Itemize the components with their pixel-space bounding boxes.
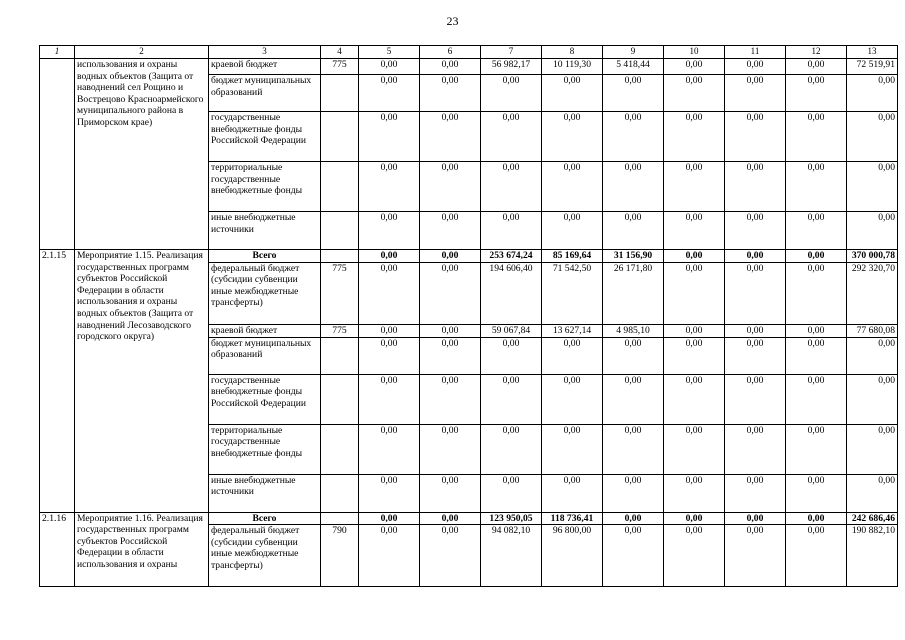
column-header-row: [40, 46, 898, 59]
value-cell-col-13: 0,00: [847, 474, 898, 512]
budget-code: 775: [321, 59, 359, 75]
value-cell-col-5: 0,00: [359, 59, 420, 75]
value-cell-col-6: 0,00: [420, 337, 481, 374]
value-cell-col-8: 0,00: [542, 112, 603, 162]
budget-code: [321, 424, 359, 474]
value-cell-col-10: 0,00: [664, 250, 725, 263]
value-cell-col-7: 0,00: [481, 337, 542, 374]
value-cell-col-9: 0,00: [603, 75, 664, 112]
value-cell-col-9: 4 985,10: [603, 324, 664, 337]
value-cell-col-7: 0,00: [481, 474, 542, 512]
value-cell-col-8: 0,00: [542, 337, 603, 374]
budget-code: [321, 112, 359, 162]
funding-source: иные внебюджетные источники: [209, 474, 321, 512]
value-cell-col-5: 0,00: [359, 374, 420, 424]
budget-code: 790: [321, 525, 359, 587]
value-cell-col-13: 77 680,08: [847, 324, 898, 337]
value-cell-col-7: 0,00: [481, 374, 542, 424]
value-cell-col-7: 123 950,05: [481, 512, 542, 525]
budget-code: [321, 374, 359, 424]
budget-code: [321, 75, 359, 112]
item-number: 2.1.15: [40, 250, 75, 513]
value-cell-col-12: 0,00: [786, 112, 847, 162]
value-cell-col-12: 0,00: [786, 525, 847, 587]
page-number: 23: [446, 14, 459, 28]
value-cell-col-13: 0,00: [847, 374, 898, 424]
value-cell-col-6: 0,00: [420, 59, 481, 75]
value-cell-col-5: 0,00: [359, 112, 420, 162]
value-cell-col-7: 56 982,17: [481, 59, 542, 75]
budget-code: [321, 162, 359, 212]
value-cell-col-9: 0,00: [603, 525, 664, 587]
value-cell-col-11: 0,00: [725, 525, 786, 587]
value-cell-col-10: 0,00: [664, 262, 725, 324]
budget-code: [321, 512, 359, 525]
column-header-4: 4: [321, 46, 359, 59]
funding-source: федеральный бюджет (субсидии субвенции иные межбюджетные трансферты): [209, 525, 321, 587]
value-cell-col-9: 0,00: [603, 212, 664, 250]
value-cell-col-13: 0,00: [847, 212, 898, 250]
value-cell-col-10: 0,00: [664, 374, 725, 424]
budget-code: 775: [321, 324, 359, 337]
budget-code: [321, 212, 359, 250]
value-cell-col-5: 0,00: [359, 212, 420, 250]
column-header-11: 11: [725, 46, 786, 59]
value-cell-col-9: 0,00: [603, 512, 664, 525]
value-cell-col-8: 0,00: [542, 162, 603, 212]
budget-code: [321, 337, 359, 374]
value-cell-col-10: 0,00: [664, 512, 725, 525]
value-cell-col-12: 0,00: [786, 337, 847, 374]
item-name: использования и охраны водных объектов (Защита от наводнений сел Рощино и Вострецово Красноармейского муниципального района в Приморском крае): [75, 59, 209, 250]
value-cell-col-8: 71 542,50: [542, 262, 603, 324]
column-header-8: 8: [542, 46, 603, 59]
value-cell-col-12: 0,00: [786, 374, 847, 424]
value-cell-col-6: 0,00: [420, 324, 481, 337]
value-cell-col-6: 0,00: [420, 162, 481, 212]
value-cell-col-11: 0,00: [725, 374, 786, 424]
value-cell-col-10: 0,00: [664, 337, 725, 374]
value-cell-col-7: 0,00: [481, 75, 542, 112]
value-cell-col-8: 0,00: [542, 424, 603, 474]
value-cell-col-11: 0,00: [725, 59, 786, 75]
value-cell-col-8: 118 736,41: [542, 512, 603, 525]
value-cell-col-6: 0,00: [420, 262, 481, 324]
value-cell-col-10: 0,00: [664, 75, 725, 112]
funding-source: государственные внебюджетные фонды Российской Федерации: [209, 374, 321, 424]
value-cell-col-13: 190 882,10: [847, 525, 898, 587]
column-header-2: 2: [75, 46, 209, 59]
column-header-5: 5: [359, 46, 420, 59]
value-cell-col-11: 0,00: [725, 75, 786, 112]
value-cell-col-9: 0,00: [603, 374, 664, 424]
funding-source: государственные внебюджетные фонды Российской Федерации: [209, 112, 321, 162]
value-cell-col-8: 0,00: [542, 212, 603, 250]
column-header-7: 7: [481, 46, 542, 59]
value-cell-col-6: 0,00: [420, 474, 481, 512]
column-header-12: 12: [786, 46, 847, 59]
item-name: Мероприятие 1.16. Реализация государственных программ субъектов Российской Федерации в области использования и охраны: [75, 512, 209, 587]
value-cell-col-5: 0,00: [359, 474, 420, 512]
table-row: [40, 59, 898, 75]
value-cell-col-6: 0,00: [420, 250, 481, 263]
value-cell-col-10: 0,00: [664, 162, 725, 212]
value-cell-col-12: 0,00: [786, 212, 847, 250]
column-header-9: 9: [603, 46, 664, 59]
value-cell-col-5: 0,00: [359, 324, 420, 337]
value-cell-col-7: 194 606,40: [481, 262, 542, 324]
value-cell-col-7: 0,00: [481, 112, 542, 162]
value-cell-col-13: 0,00: [847, 424, 898, 474]
budget-code: [321, 474, 359, 512]
value-cell-col-7: 0,00: [481, 162, 542, 212]
funding-source: Всего: [209, 512, 321, 525]
column-header-1: 1: [40, 46, 75, 59]
value-cell-col-6: 0,00: [420, 374, 481, 424]
funding-source: территориальные государственные внебюджетные фонды: [209, 424, 321, 474]
funding-source: краевой бюджет: [209, 59, 321, 75]
value-cell-col-9: 26 171,80: [603, 262, 664, 324]
value-cell-col-11: 0,00: [725, 250, 786, 263]
value-cell-col-6: 0,00: [420, 112, 481, 162]
value-cell-col-12: 0,00: [786, 250, 847, 263]
table-row: [40, 250, 898, 263]
budget-code: [321, 250, 359, 263]
value-cell-col-10: 0,00: [664, 525, 725, 587]
value-cell-col-6: 0,00: [420, 424, 481, 474]
value-cell-col-8: 85 169,64: [542, 250, 603, 263]
value-cell-col-8: 96 800,00: [542, 525, 603, 587]
funding-source: территориальные государственные внебюджетные фонды: [209, 162, 321, 212]
value-cell-col-8: 0,00: [542, 374, 603, 424]
value-cell-col-10: 0,00: [664, 474, 725, 512]
value-cell-col-5: 0,00: [359, 162, 420, 212]
value-cell-col-11: 0,00: [725, 262, 786, 324]
value-cell-col-11: 0,00: [725, 424, 786, 474]
value-cell-col-7: 0,00: [481, 212, 542, 250]
column-header-3: 3: [209, 46, 321, 59]
value-cell-col-5: 0,00: [359, 262, 420, 324]
value-cell-col-13: 0,00: [847, 337, 898, 374]
value-cell-col-11: 0,00: [725, 474, 786, 512]
table-row: [40, 512, 898, 525]
item-number: 2.1.16: [40, 512, 75, 587]
value-cell-col-13: 292 320,70: [847, 262, 898, 324]
value-cell-col-5: 0,00: [359, 424, 420, 474]
column-header-6: 6: [420, 46, 481, 59]
value-cell-col-8: 10 119,30: [542, 59, 603, 75]
funding-source: бюджет муниципальных образований: [209, 75, 321, 112]
value-cell-col-11: 0,00: [725, 324, 786, 337]
value-cell-col-9: 0,00: [603, 112, 664, 162]
value-cell-col-11: 0,00: [725, 112, 786, 162]
value-cell-col-8: 0,00: [542, 75, 603, 112]
value-cell-col-11: 0,00: [725, 212, 786, 250]
value-cell-col-9: 31 156,90: [603, 250, 664, 263]
value-cell-col-10: 0,00: [664, 424, 725, 474]
funding-source: бюджет муниципальных образований: [209, 337, 321, 374]
value-cell-col-6: 0,00: [420, 512, 481, 525]
value-cell-col-5: 0,00: [359, 75, 420, 112]
value-cell-col-11: 0,00: [725, 337, 786, 374]
value-cell-col-8: 0,00: [542, 474, 603, 512]
value-cell-col-10: 0,00: [664, 212, 725, 250]
value-cell-col-13: 0,00: [847, 112, 898, 162]
value-cell-col-12: 0,00: [786, 512, 847, 525]
value-cell-col-7: 253 674,24: [481, 250, 542, 263]
value-cell-col-7: 59 067,84: [481, 324, 542, 337]
value-cell-col-6: 0,00: [420, 212, 481, 250]
value-cell-col-5: 0,00: [359, 250, 420, 263]
value-cell-col-11: 0,00: [725, 512, 786, 525]
budget-code: 775: [321, 262, 359, 324]
funding-source: Всего: [209, 250, 321, 263]
value-cell-col-12: 0,00: [786, 75, 847, 112]
value-cell-col-12: 0,00: [786, 59, 847, 75]
value-cell-col-10: 0,00: [664, 324, 725, 337]
value-cell-col-9: 5 418,44: [603, 59, 664, 75]
value-cell-col-13: 0,00: [847, 75, 898, 112]
value-cell-col-7: 0,00: [481, 424, 542, 474]
value-cell-col-8: 13 627,14: [542, 324, 603, 337]
value-cell-col-10: 0,00: [664, 112, 725, 162]
funding-source: федеральный бюджет (субсидии субвенции иные межбюджетные трансферты): [209, 262, 321, 324]
value-cell-col-13: 72 519,91: [847, 59, 898, 75]
value-cell-col-12: 0,00: [786, 262, 847, 324]
value-cell-col-12: 0,00: [786, 162, 847, 212]
value-cell-col-6: 0,00: [420, 75, 481, 112]
value-cell-col-5: 0,00: [359, 337, 420, 374]
value-cell-col-10: 0,00: [664, 59, 725, 75]
budget-table: [39, 45, 898, 587]
item-number: [40, 59, 75, 250]
value-cell-col-9: 0,00: [603, 162, 664, 212]
funding-source: краевой бюджет: [209, 324, 321, 337]
value-cell-col-12: 0,00: [786, 474, 847, 512]
value-cell-col-12: 0,00: [786, 324, 847, 337]
value-cell-col-5: 0,00: [359, 512, 420, 525]
value-cell-col-7: 94 082,10: [481, 525, 542, 587]
value-cell-col-9: 0,00: [603, 474, 664, 512]
value-cell-col-5: 0,00: [359, 525, 420, 587]
value-cell-col-11: 0,00: [725, 162, 786, 212]
column-header-13: 13: [847, 46, 898, 59]
value-cell-col-9: 0,00: [603, 424, 664, 474]
funding-source: иные внебюджетные источники: [209, 212, 321, 250]
value-cell-col-12: 0,00: [786, 424, 847, 474]
value-cell-col-6: 0,00: [420, 525, 481, 587]
value-cell-col-13: 370 000,78: [847, 250, 898, 263]
value-cell-col-9: 0,00: [603, 337, 664, 374]
column-header-10: 10: [664, 46, 725, 59]
item-name: Мероприятие 1.15. Реализация государственных программ субъектов Российской Федерации в области использования и охраны водных объектов (Защита от наводнений Лесозаводского городского округа): [75, 250, 209, 513]
value-cell-col-13: 242 686,46: [847, 512, 898, 525]
value-cell-col-13: 0,00: [847, 162, 898, 212]
